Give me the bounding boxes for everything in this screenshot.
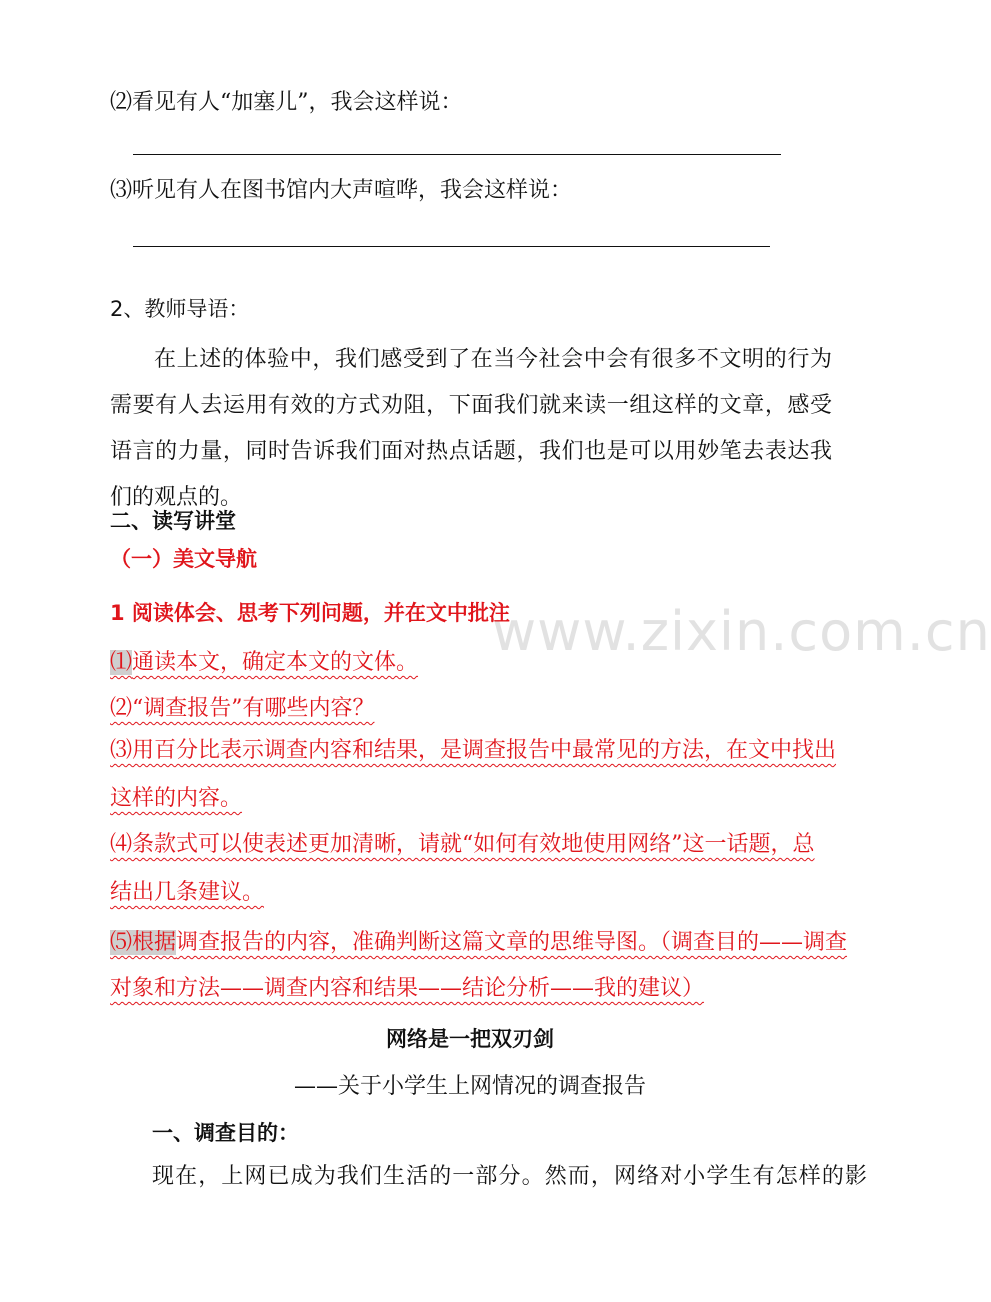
question-4-line-1 [110, 830, 815, 860]
question-4-line-2 [110, 878, 264, 908]
question-2 [110, 694, 375, 724]
article-section-heading: 一、调查目的： [152, 1121, 299, 1145]
article-subtitle: ——关于小学生上网情况的调查报告 [293, 1074, 646, 1099]
question-3-text-2: 这样的内容。 [110, 786, 243, 811]
question-5-line-1 [110, 928, 847, 958]
question-1-text: 通读本文，确定本文的文体。 [132, 650, 419, 675]
question-5-highlight: ⑸根据 [110, 930, 177, 955]
subsection-heading: （一）美文导航 [110, 547, 257, 571]
article-title: 网络是一把双刃剑 [386, 1027, 554, 1051]
question-3-text-1: ⑶用百分比表示调查内容和结果，是调查报告中最常见的方法，在文中找出 [110, 738, 837, 763]
section-heading: 二、读写讲堂 [110, 509, 236, 533]
answer-line-2[interactable] [133, 154, 781, 155]
question-3-line-1 [110, 736, 836, 766]
question-2-text: ⑵“调查报告”有哪些内容？ [110, 696, 375, 721]
question-4-text-2: 结出几条建议。 [110, 880, 265, 905]
exercise-item-2: ⑵看见有人“加塞儿”，我会这样说： [110, 90, 463, 115]
question-5-text-2: 对象和方法——调查内容和结果——结论分析——我的建议） [110, 976, 705, 1001]
watermark: www.zixin.com.cn [492, 600, 991, 663]
question-3-line-2 [110, 784, 242, 814]
answer-line-3[interactable] [133, 246, 770, 247]
question-5-line-2 [110, 974, 704, 1004]
question-1-number: ⑴ [110, 650, 133, 675]
question-5-text-1: 调查报告的内容，准确判断这篇文章的思维导图。（调查目的——调查 [176, 930, 848, 955]
question-4-text-1: ⑷条款式可以使表述更加清晰，请就“如何有效地使用网络”这一话题，总 [110, 832, 815, 857]
exercise-item-3: ⑶听见有人在图书馆内大声喧哗，我会这样说： [110, 178, 573, 203]
question-1 [110, 648, 418, 678]
guide-heading: 2、教师导语： [110, 297, 250, 321]
task-instruction: 1 阅读体会、思考下列问题，并在文中批注 [110, 601, 510, 625]
article-section-text: 现在，上网已成为我们生活的一部分。然而，网络对小学生有怎样的影 [152, 1164, 869, 1189]
guide-paragraph: 在上述的体验中，我们感受到了在当今社会中会有很多不文明的行为需要有人去运用有效的方式劝阻，下面我们就来读一组这样的文章，感受语言的力量，同时告诉我们面对热点话题，我们也是可以用妙笔去表达我们的观点的。 [110, 347, 832, 510]
